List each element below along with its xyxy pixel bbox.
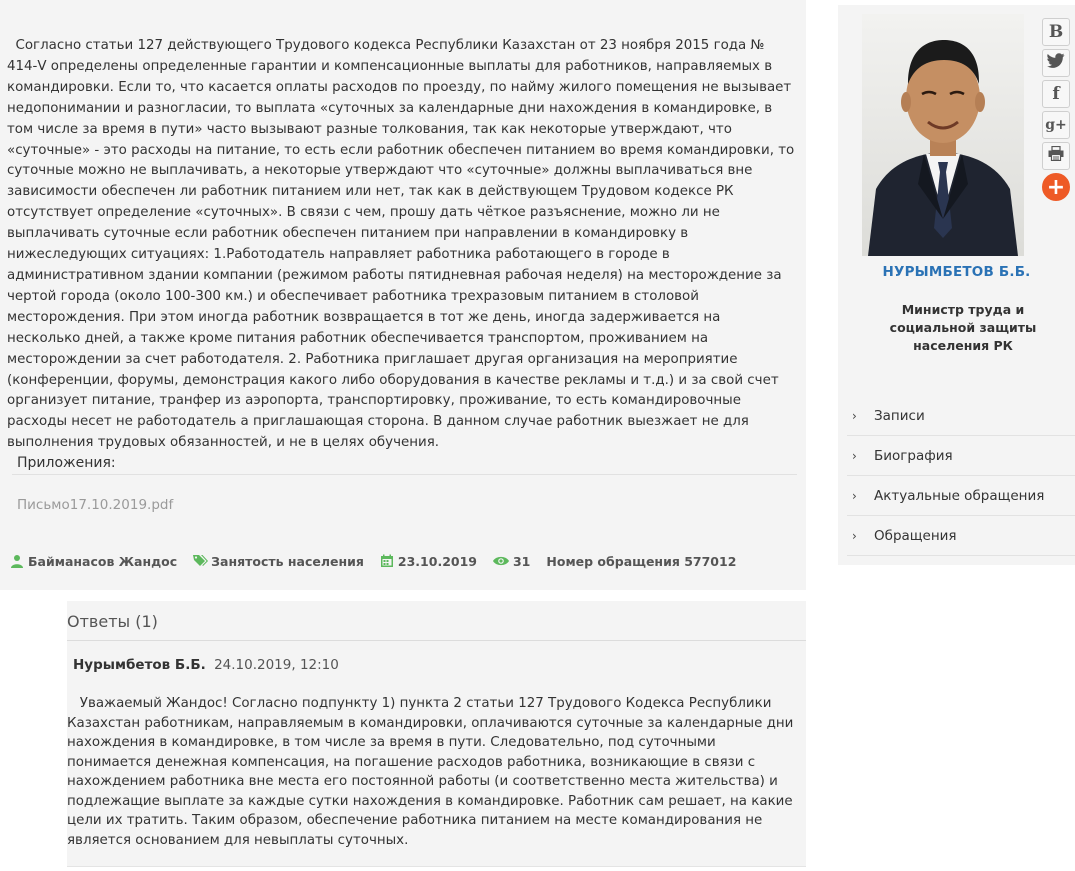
sidebar-item-records[interactable] <box>847 396 1075 436</box>
attachments-divider <box>12 474 797 475</box>
answer-header <box>73 657 339 673</box>
answer-author: Нурымбетов Б.Б. <box>73 657 206 673</box>
eye-icon <box>493 554 509 568</box>
meta-views-count: 31 <box>512 553 531 569</box>
sidebar-item-label: Обращения <box>874 527 957 544</box>
calendar-icon <box>380 554 394 568</box>
minister-photo <box>862 14 1024 256</box>
sidebar-menu <box>847 396 1075 556</box>
share-bar <box>1042 18 1072 201</box>
meta-author-label: Байманасов Жандос <box>28 553 178 569</box>
facebook-share-button[interactable] <box>1042 80 1070 108</box>
vk-share-button[interactable] <box>1042 18 1070 46</box>
more-share-button[interactable] <box>1042 173 1070 201</box>
minister-name[interactable]: НУРЫМБЕТОВ Б.Б. <box>882 264 1031 280</box>
gplus-share-button[interactable] <box>1042 111 1070 139</box>
question-text: Согласно статьи 127 действующего Трудового кодекса Республики Казахстан от 23 ноября 2015 года № 414-V определены определенные гарантии и компенсационные выплаты для работников, направляемых в командировки. Если то, что касается оплаты расходов по проезду, по найму жилого помещения не вызывает недопонимании и разногласии, то выплата «суточных за календарные дни нахождения в командировке, в том числе за время в пути» часто вызывают разные толкования, так как некоторые утверждают, что «суточные» - это расходы на питание, то есть если работник обеспечен питанием во время командировки, то суточные можно не выплачивать, а некоторые утверждают что «суточные» должны выплачиваться вне зависимости обеспечен ли работник питанием или нет, так как в действующем Трудовом кодексе РК отсутствует определение «суточных». В связи с чем, прошу дать чёткое разъяснение, можно ли не выплачивать суточные если работник обеспечен питанием при направлении в командировку в нижеследующих ситуациях: 1.Работодатель направляет работника работающего в городе в административном здании компании (режимом работы пятидневная рабочая неделя) на месторождение за чертой города (около 100-300 км.) и обеспечивает работника трехразовым питанием в столовой месторождения. При этом иногда работник возвращается в тот же день, иногда задерживается на несколько дней, а также кроме питания работник обеспечивается транспортом, проживанием на месторождении за счет работодателя. 2. Работника приглашает другая организация на мероприятие (конференции, форумы, демонстрация какого либо оборудования в качестве рекламы и т.д.) и за свой счет организует питание, транфер из аэропорта, транспортировку, проживание, то есть командировочные расходы несет не работодатель а приглашающая сторона. В данном случае работник выезжает не для выполнения трудовых обязанностей, и не в целях обучения. <box>7 38 799 451</box>
sidebar-item-label: Актуальные обращения <box>874 487 1045 504</box>
chevron-right-icon: › <box>852 528 857 543</box>
question-meta <box>10 552 736 570</box>
print-icon <box>1048 146 1064 166</box>
answers-title: Ответы (1) <box>67 612 158 631</box>
tags-icon <box>193 554 207 568</box>
chevron-right-icon: › <box>852 408 857 423</box>
meta-date-label: 23.10.2019 <box>397 553 477 569</box>
twitter-share-button[interactable] <box>1042 49 1070 77</box>
meta-date <box>380 554 477 569</box>
sidebar-item-label: Записи <box>874 407 925 424</box>
user-icon <box>10 554 24 568</box>
answer-datetime: 24.10.2019, 12:10 <box>214 657 339 673</box>
attachments-label: Приложения: <box>17 455 116 471</box>
answers-bottom-divider <box>67 866 806 867</box>
answers-divider <box>67 640 806 641</box>
answer-text: Уважаемый Жандос! Согласно подпункту 1) пункта 2 статьи 127 Трудового Кодекса Республики Казахстан работникам, направляемым в командировки, оплачиваются суточные за календарные дни нахождения в командировке, в том числе за время в пути. Следовательно, под суточными понимается денежная компенсация, на погашение расходов работника, возникающие в связи с нахождением работника вне места его постоянной работы (и соответственно места жительства) и подлежащие выплате за каждые сутки нахождения в командировке. Работник сам решает, на какие цели их тратить. Таким образом, обеспечение работника питанием на месте командирования не является основанием для невыплаты суточных. <box>67 696 798 848</box>
meta-request-number: Номер обращения 577012 <box>546 553 737 569</box>
sidebar-item-biography[interactable] <box>847 436 1075 476</box>
sidebar-item-requests[interactable] <box>847 516 1075 556</box>
facebook-icon: f <box>1052 84 1060 104</box>
meta-author[interactable] <box>10 554 177 569</box>
sidebar-item-label: Биография <box>874 447 953 464</box>
vk-icon: В <box>1048 22 1064 42</box>
sidebar-item-actual-requests[interactable] <box>847 476 1075 516</box>
gplus-icon: g+ <box>1045 117 1067 133</box>
print-button[interactable] <box>1042 142 1070 170</box>
attachment-link[interactable]: Письмо17.10.2019.pdf <box>17 497 174 513</box>
chevron-right-icon: › <box>852 488 857 503</box>
meta-category-label: Занятость населения <box>211 553 364 569</box>
meta-category[interactable] <box>193 554 364 569</box>
meta-views <box>493 554 530 569</box>
chevron-right-icon: › <box>852 448 857 463</box>
minister-title: Министр труда и социальной защиты населения РК <box>889 302 1037 353</box>
twitter-icon <box>1047 53 1065 73</box>
plus-icon: + <box>1046 174 1066 200</box>
